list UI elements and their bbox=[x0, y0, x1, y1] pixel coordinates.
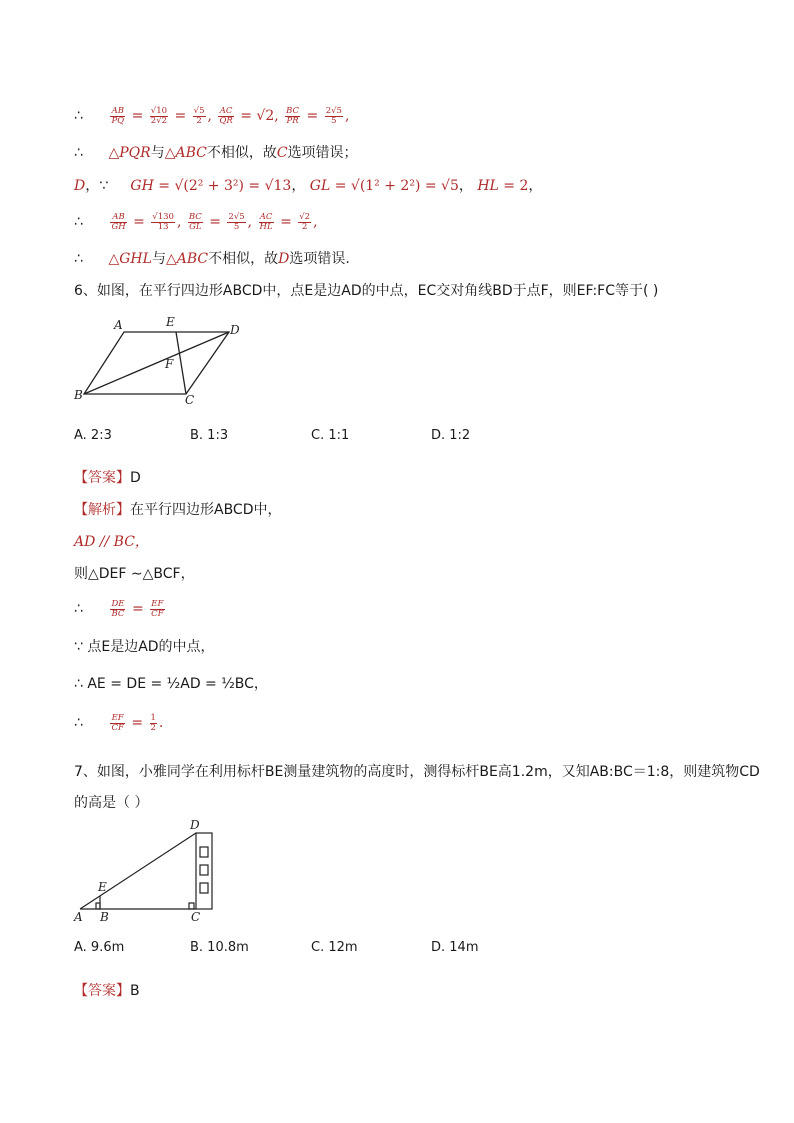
fraction-ef-cf: $\frac{EF}{CF}$ bbox=[151, 598, 164, 619]
label-d: D bbox=[190, 818, 200, 832]
analysis-text: AD // BC， bbox=[74, 534, 149, 550]
q7-answer bbox=[74, 980, 140, 1000]
q6-option-d[interactable]: D. 1:2 bbox=[431, 428, 471, 443]
fraction-sqrt10: $\frac{√10}{2√2}$ bbox=[150, 105, 168, 126]
answer-label: 【答案】 bbox=[74, 983, 130, 999]
q6-analysis-line-7: ∴ $\frac{EF}{CF}$ = $\frac{1}{2}$ . bbox=[74, 712, 164, 733]
analysis-label: 【解析】 bbox=[74, 502, 130, 518]
label-a: A bbox=[114, 318, 123, 332]
label-c: C bbox=[185, 393, 195, 407]
analysis-text: ∴ AE = DE = ½AD = ½BC， bbox=[74, 676, 268, 692]
therefore-symbol: ∴ bbox=[74, 145, 83, 161]
label-e: E bbox=[98, 880, 107, 894]
fraction-ac-hl: $\frac{AC}{HL}$ bbox=[259, 211, 273, 232]
q7-option-b[interactable]: B. 10.8m bbox=[190, 940, 249, 955]
therefore-symbol: ∴ bbox=[74, 715, 83, 731]
analysis-text: ∵ 点E是边AD的中点， bbox=[74, 639, 215, 655]
q6-stem: 6、如图，在平行四边形ABCD中，点E是边AD的中点，EC交对角线BD于点F，则EF:FC等于( ) bbox=[74, 283, 659, 299]
label-e: E bbox=[166, 315, 175, 329]
solution-line-ratios-ghl: ∴ $\frac{AB}{GH}$ = $\frac{√130}{13}$ , $\frac{BC}{GL}$ = $\frac{2√5}{5}$ , $\frac{AC}{HL}$ = $\frac{√2}{2}$ , bbox=[74, 211, 318, 232]
q7-stem-line-2: 的高是（ ） bbox=[74, 795, 149, 811]
sight-line bbox=[80, 833, 196, 909]
therefore-symbol: ∴ bbox=[74, 601, 83, 617]
q7-building-figure bbox=[72, 817, 222, 927]
label-d: D bbox=[230, 323, 240, 337]
building-window-2 bbox=[200, 865, 208, 875]
q6-analysis-line-3 bbox=[74, 563, 195, 583]
solution-line-ratios-pqr: ∴ $\frac{AB}{PQ}$ = $\frac{√10}{2√2}$ = $\frac{√5}{2}$ , $\frac{AC}{QR}$ = √2, $\frac{BC}{PR}$ = $\frac{2√5}{5}$ , bbox=[74, 105, 350, 126]
q6-analysis-line-1 bbox=[74, 499, 282, 519]
fraction-sqrt5-2: $\frac{√5}{2}$ bbox=[193, 105, 205, 126]
analysis-text: 则△DEF ∼△BCF， bbox=[74, 566, 195, 582]
label-a: A bbox=[74, 910, 83, 924]
fraction-2sqrt5-5b: $\frac{2√5}{5}$ bbox=[228, 211, 245, 232]
fraction-de-bc: $\frac{DE}{BC}$ bbox=[111, 598, 125, 619]
segment-ec bbox=[176, 332, 186, 394]
q6-analysis-line-2 bbox=[74, 531, 149, 551]
therefore-symbol: ∴ bbox=[74, 214, 83, 230]
label-b: B bbox=[74, 388, 83, 402]
q6-answer bbox=[74, 467, 141, 487]
fraction-ab-pq: $\frac{AB}{PQ}$ bbox=[111, 105, 125, 126]
building-window-1 bbox=[200, 847, 208, 857]
fraction-one-half: $\frac{1}{2}$ bbox=[150, 712, 156, 733]
q7-option-a[interactable]: A. 9.6m bbox=[74, 940, 125, 955]
solution-line-d-wrong: ∴ △GHL与△ABC不相似，故D选项错误. bbox=[74, 251, 350, 267]
q6-parallelogram-figure bbox=[74, 312, 264, 408]
right-angle-c bbox=[189, 903, 194, 909]
fraction-sqrt130: $\frac{√130}{13}$ bbox=[152, 211, 174, 232]
fraction-ef-cf-result: $\frac{EF}{CF}$ bbox=[111, 712, 124, 733]
analysis-text: 在平行四边形ABCD中， bbox=[130, 502, 282, 518]
fraction-ab-gh: $\frac{AB}{GH}$ bbox=[111, 211, 126, 232]
q7-stem-line-1: 7、如图，小雅同学在利用标杆BE测量建筑物的高度时，测得标杆BE高1.2m，又知AB:BC＝1:8，则建筑物CD bbox=[74, 764, 760, 780]
answer-value: B bbox=[130, 983, 140, 999]
q6-analysis-line-6 bbox=[74, 673, 268, 693]
fraction-bc-pr: $\frac{BC}{PR}$ bbox=[286, 105, 300, 126]
solution-line-d-lengths: D，∵ GH = √(2² + 3²) = √13， GL = √(1² + 2²) = √5， HL = 2， bbox=[74, 178, 543, 194]
fraction-bc-gl: $\frac{BC}{GL}$ bbox=[188, 211, 202, 232]
building-cd bbox=[196, 833, 212, 909]
q6-analysis-line-4: ∴ $\frac{DE}{BC}$ = $\frac{EF}{CF}$ bbox=[74, 598, 164, 619]
label-f: F bbox=[165, 357, 174, 371]
q6-option-a[interactable]: A. 2:3 bbox=[74, 428, 112, 443]
fraction-ac-qr: $\frac{AC}{QR}$ bbox=[219, 105, 233, 126]
answer-label: 【答案】 bbox=[74, 470, 130, 486]
label-b: B bbox=[100, 910, 109, 924]
q7-option-d[interactable]: D. 14m bbox=[431, 940, 479, 955]
fraction-sqrt2-2: $\frac{√2}{2}$ bbox=[299, 211, 311, 232]
q6-option-c[interactable]: C. 1:1 bbox=[311, 428, 350, 443]
building-window-3 bbox=[200, 883, 208, 893]
solution-line-c-wrong: ∴ △PQR与△ABC不相似，故C选项错误； bbox=[74, 145, 358, 161]
q7-option-c[interactable]: C. 12m bbox=[311, 940, 358, 955]
therefore-symbol: ∴ bbox=[74, 108, 83, 124]
answer-value: D bbox=[130, 470, 141, 486]
right-angle-b bbox=[96, 903, 100, 909]
q6-analysis-line-5 bbox=[74, 636, 215, 656]
q6-option-b[interactable]: B. 1:3 bbox=[190, 428, 229, 443]
therefore-symbol: ∴ bbox=[74, 251, 83, 267]
label-c: C bbox=[191, 910, 201, 924]
fraction-2sqrt5-5: $\frac{2√5}{5}$ bbox=[325, 105, 342, 126]
